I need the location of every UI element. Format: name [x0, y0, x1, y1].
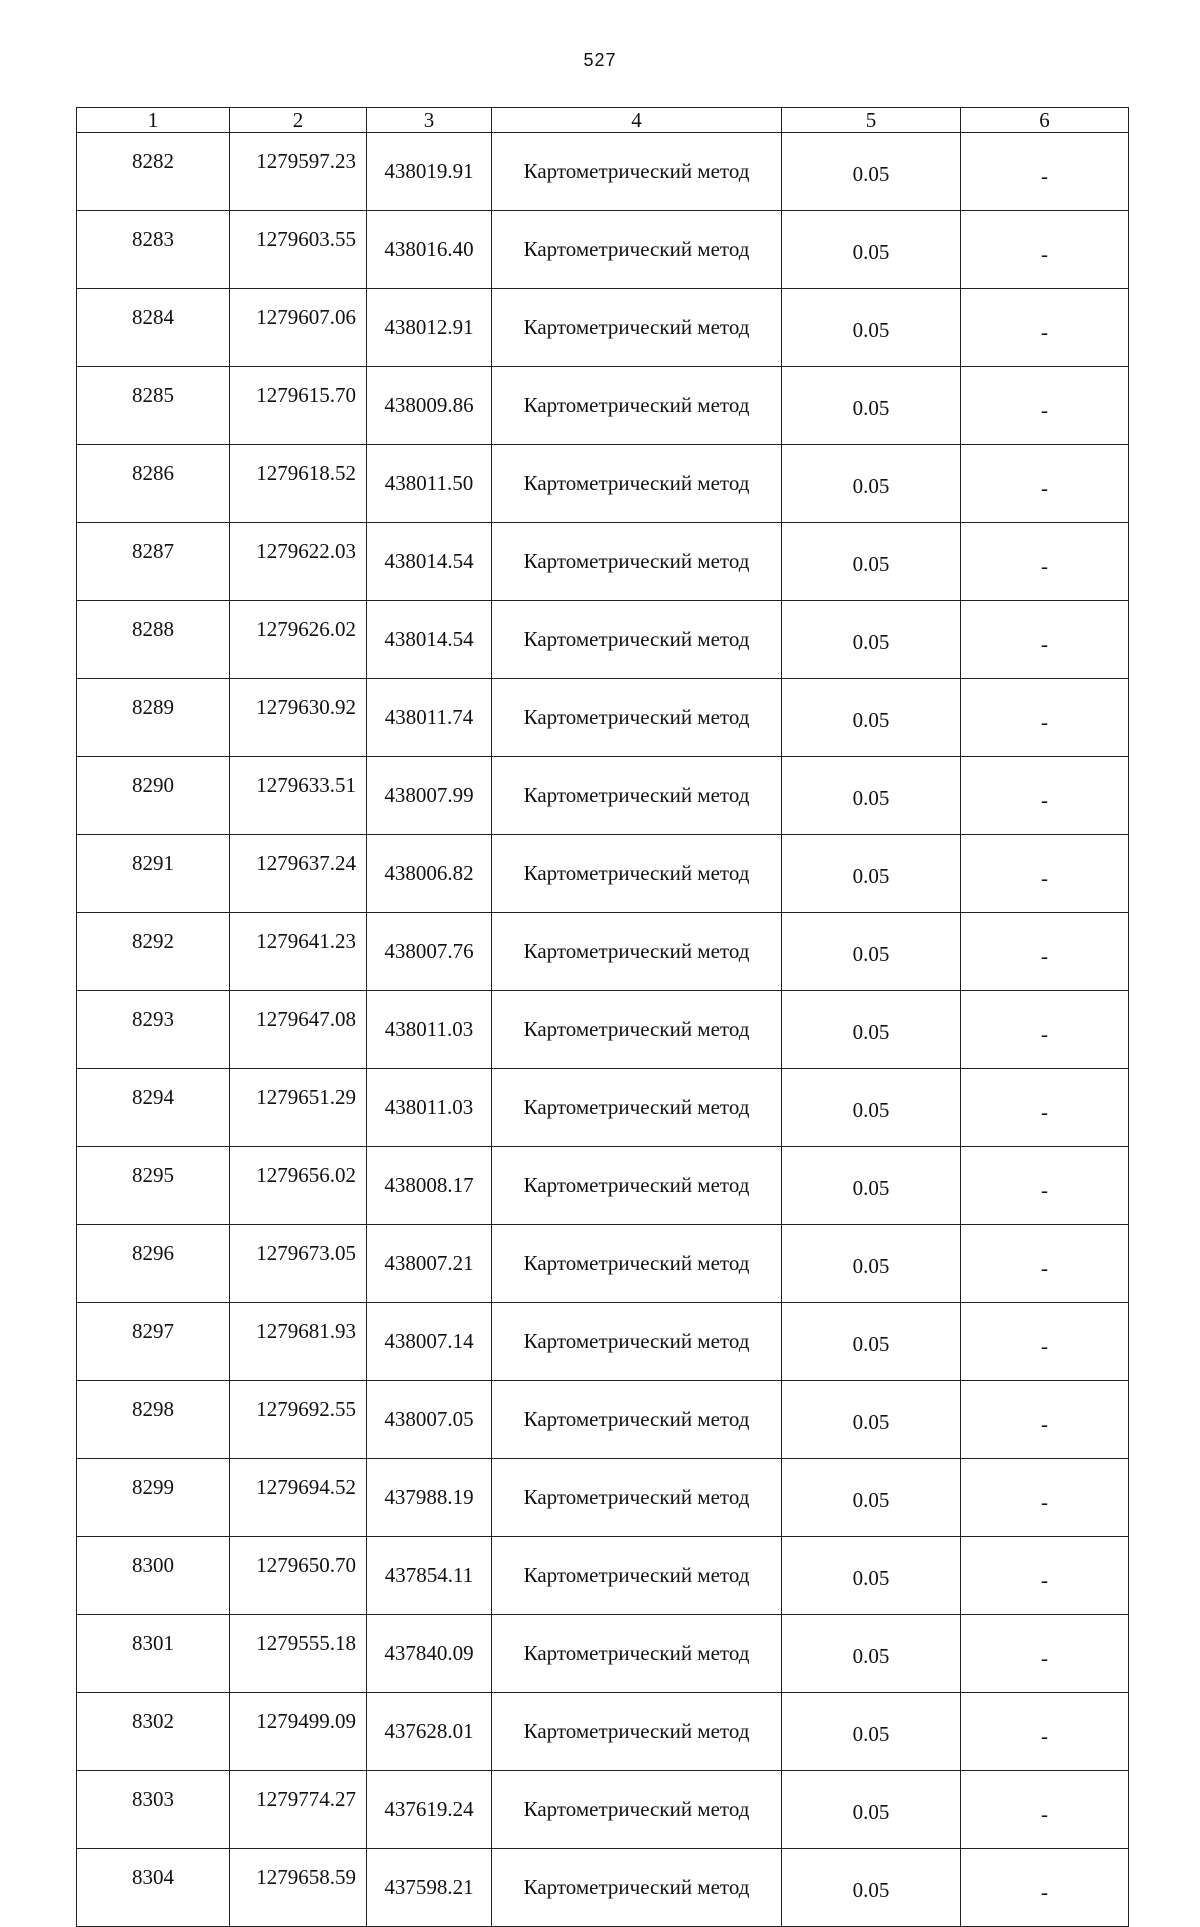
point-number-cell: 8297	[77, 1303, 230, 1381]
point-number-cell: 8290	[77, 757, 230, 835]
note-cell: -	[961, 1615, 1129, 1693]
method-cell: Картометрический метод	[492, 523, 782, 601]
table-row	[77, 1303, 1129, 1381]
method-cell: Картометрический метод	[492, 679, 782, 757]
x-coordinate-cell: 1279615.70	[230, 367, 367, 445]
method-cell: Картометрический метод	[492, 601, 782, 679]
point-number-cell: 8291	[77, 835, 230, 913]
point-number-cell: 8302	[77, 1693, 230, 1771]
point-number-cell: 8298	[77, 1381, 230, 1459]
y-coordinate-cell: 438009.86	[367, 367, 492, 445]
method-cell: Картометрический метод	[492, 1303, 782, 1381]
x-coordinate-cell: 1279630.92	[230, 679, 367, 757]
point-number-cell: 8288	[77, 601, 230, 679]
x-coordinate-cell: 1279681.93	[230, 1303, 367, 1381]
point-number-cell: 8287	[77, 523, 230, 601]
note-cell: -	[961, 445, 1129, 523]
x-coordinate-cell: 1279626.02	[230, 601, 367, 679]
note-cell: -	[961, 1069, 1129, 1147]
point-number-cell: 8284	[77, 289, 230, 367]
column-header-3: 3	[367, 108, 492, 133]
y-coordinate-cell: 437988.19	[367, 1459, 492, 1537]
table-row	[77, 133, 1129, 211]
method-cell: Картометрический метод	[492, 1537, 782, 1615]
table-row	[77, 1381, 1129, 1459]
accuracy-cell: 0.05	[782, 679, 961, 757]
accuracy-cell: 0.05	[782, 601, 961, 679]
table-row	[77, 601, 1129, 679]
table-row	[77, 1225, 1129, 1303]
note-cell: -	[961, 991, 1129, 1069]
y-coordinate-cell: 438011.03	[367, 991, 492, 1069]
y-coordinate-cell: 438016.40	[367, 211, 492, 289]
accuracy-cell: 0.05	[782, 289, 961, 367]
accuracy-cell: 0.05	[782, 835, 961, 913]
column-header-5: 5	[782, 108, 961, 133]
x-coordinate-cell: 1279641.23	[230, 913, 367, 991]
y-coordinate-cell: 438007.21	[367, 1225, 492, 1303]
table-row	[77, 835, 1129, 913]
y-coordinate-cell: 438007.14	[367, 1303, 492, 1381]
table-row	[77, 523, 1129, 601]
table-row	[77, 1771, 1129, 1849]
table-row	[77, 1849, 1129, 1927]
note-cell: -	[961, 1303, 1129, 1381]
method-cell: Картометрический метод	[492, 1693, 782, 1771]
x-coordinate-cell: 1279673.05	[230, 1225, 367, 1303]
table-row	[77, 1537, 1129, 1615]
x-coordinate-cell: 1279555.18	[230, 1615, 367, 1693]
method-cell: Картометрический метод	[492, 1849, 782, 1927]
table-row	[77, 1615, 1129, 1693]
page-number: 527	[583, 50, 617, 70]
column-header-2: 2	[230, 108, 367, 133]
y-coordinate-cell: 438008.17	[367, 1147, 492, 1225]
note-cell: -	[961, 1225, 1129, 1303]
table-row	[77, 445, 1129, 523]
accuracy-cell: 0.05	[782, 757, 961, 835]
y-coordinate-cell: 438007.05	[367, 1381, 492, 1459]
point-number-cell: 8303	[77, 1771, 230, 1849]
accuracy-cell: 0.05	[782, 445, 961, 523]
method-cell: Картометрический метод	[492, 211, 782, 289]
table-body	[77, 133, 1129, 1927]
y-coordinate-cell: 437840.09	[367, 1615, 492, 1693]
point-number-cell: 8300	[77, 1537, 230, 1615]
accuracy-cell: 0.05	[782, 991, 961, 1069]
accuracy-cell: 0.05	[782, 133, 961, 211]
table-row	[77, 1147, 1129, 1225]
accuracy-cell: 0.05	[782, 1459, 961, 1537]
table-row	[77, 991, 1129, 1069]
method-cell: Картометрический метод	[492, 991, 782, 1069]
x-coordinate-cell: 1279622.03	[230, 523, 367, 601]
y-coordinate-cell: 438007.99	[367, 757, 492, 835]
point-number-cell: 8282	[77, 133, 230, 211]
method-cell: Картометрический метод	[492, 1459, 782, 1537]
table-row	[77, 1693, 1129, 1771]
table-row	[77, 679, 1129, 757]
method-cell: Картометрический метод	[492, 913, 782, 991]
y-coordinate-cell: 438007.76	[367, 913, 492, 991]
point-number-cell: 8304	[77, 1849, 230, 1927]
y-coordinate-cell: 438019.91	[367, 133, 492, 211]
accuracy-cell: 0.05	[782, 1225, 961, 1303]
method-cell: Картометрический метод	[492, 1615, 782, 1693]
y-coordinate-cell: 438012.91	[367, 289, 492, 367]
note-cell: -	[961, 757, 1129, 835]
y-coordinate-cell: 438014.54	[367, 523, 492, 601]
accuracy-cell: 0.05	[782, 367, 961, 445]
y-coordinate-cell: 438011.03	[367, 1069, 492, 1147]
y-coordinate-cell: 438014.54	[367, 601, 492, 679]
y-coordinate-cell: 437619.24	[367, 1771, 492, 1849]
x-coordinate-cell: 1279637.24	[230, 835, 367, 913]
x-coordinate-cell: 1279499.09	[230, 1693, 367, 1771]
point-number-cell: 8296	[77, 1225, 230, 1303]
header-row	[77, 108, 1129, 133]
accuracy-cell: 0.05	[782, 211, 961, 289]
method-cell: Картометрический метод	[492, 289, 782, 367]
y-coordinate-cell: 438011.50	[367, 445, 492, 523]
table-row	[77, 1069, 1129, 1147]
column-header-6: 6	[961, 108, 1129, 133]
point-number-cell: 8293	[77, 991, 230, 1069]
accuracy-cell: 0.05	[782, 913, 961, 991]
method-cell: Картометрический метод	[492, 1381, 782, 1459]
x-coordinate-cell: 1279656.02	[230, 1147, 367, 1225]
note-cell: -	[961, 913, 1129, 991]
x-coordinate-cell: 1279633.51	[230, 757, 367, 835]
accuracy-cell: 0.05	[782, 1303, 961, 1381]
column-header-4: 4	[492, 108, 782, 133]
note-cell: -	[961, 1381, 1129, 1459]
point-number-cell: 8301	[77, 1615, 230, 1693]
point-number-cell: 8299	[77, 1459, 230, 1537]
accuracy-cell: 0.05	[782, 1849, 961, 1927]
table-row	[77, 757, 1129, 835]
point-number-cell: 8286	[77, 445, 230, 523]
y-coordinate-cell: 438006.82	[367, 835, 492, 913]
x-coordinate-cell: 1279692.55	[230, 1381, 367, 1459]
method-cell: Картометрический метод	[492, 445, 782, 523]
note-cell: -	[961, 1771, 1129, 1849]
point-number-cell: 8292	[77, 913, 230, 991]
accuracy-cell: 0.05	[782, 1615, 961, 1693]
note-cell: -	[961, 1147, 1129, 1225]
note-cell: -	[961, 1537, 1129, 1615]
note-cell: -	[961, 367, 1129, 445]
table-row	[77, 913, 1129, 991]
note-cell: -	[961, 523, 1129, 601]
x-coordinate-cell: 1279607.06	[230, 289, 367, 367]
accuracy-cell: 0.05	[782, 1381, 961, 1459]
table-row	[77, 211, 1129, 289]
method-cell: Картометрический метод	[492, 1771, 782, 1849]
accuracy-cell: 0.05	[782, 523, 961, 601]
table-row	[77, 1459, 1129, 1537]
method-cell: Картометрический метод	[492, 133, 782, 211]
y-coordinate-cell: 437854.11	[367, 1537, 492, 1615]
column-header-1: 1	[77, 108, 230, 133]
note-cell: -	[961, 601, 1129, 679]
method-cell: Картометрический метод	[492, 367, 782, 445]
method-cell: Картометрический метод	[492, 1225, 782, 1303]
method-cell: Картометрический метод	[492, 1147, 782, 1225]
method-cell: Картометрический метод	[492, 1069, 782, 1147]
x-coordinate-cell: 1279651.29	[230, 1069, 367, 1147]
point-number-cell: 8283	[77, 211, 230, 289]
note-cell: -	[961, 1693, 1129, 1771]
note-cell: -	[961, 211, 1129, 289]
y-coordinate-cell: 437628.01	[367, 1693, 492, 1771]
note-cell: -	[961, 1459, 1129, 1537]
accuracy-cell: 0.05	[782, 1771, 961, 1849]
note-cell: -	[961, 1849, 1129, 1927]
note-cell: -	[961, 133, 1129, 211]
x-coordinate-cell: 1279774.27	[230, 1771, 367, 1849]
table-row	[77, 367, 1129, 445]
table-row	[77, 289, 1129, 367]
point-number-cell: 8295	[77, 1147, 230, 1225]
accuracy-cell: 0.05	[782, 1537, 961, 1615]
point-number-cell: 8294	[77, 1069, 230, 1147]
x-coordinate-cell: 1279647.08	[230, 991, 367, 1069]
method-cell: Картометрический метод	[492, 757, 782, 835]
x-coordinate-cell: 1279597.23	[230, 133, 367, 211]
point-number-cell: 8285	[77, 367, 230, 445]
x-coordinate-cell: 1279603.55	[230, 211, 367, 289]
method-cell: Картометрический метод	[492, 835, 782, 913]
note-cell: -	[961, 679, 1129, 757]
y-coordinate-cell: 438011.74	[367, 679, 492, 757]
note-cell: -	[961, 835, 1129, 913]
point-number-cell: 8289	[77, 679, 230, 757]
note-cell: -	[961, 289, 1129, 367]
coordinates-table	[76, 107, 1129, 1927]
accuracy-cell: 0.05	[782, 1147, 961, 1225]
y-coordinate-cell: 437598.21	[367, 1849, 492, 1927]
accuracy-cell: 0.05	[782, 1693, 961, 1771]
x-coordinate-cell: 1279650.70	[230, 1537, 367, 1615]
x-coordinate-cell: 1279618.52	[230, 445, 367, 523]
x-coordinate-cell: 1279694.52	[230, 1459, 367, 1537]
x-coordinate-cell: 1279658.59	[230, 1849, 367, 1927]
accuracy-cell: 0.05	[782, 1069, 961, 1147]
